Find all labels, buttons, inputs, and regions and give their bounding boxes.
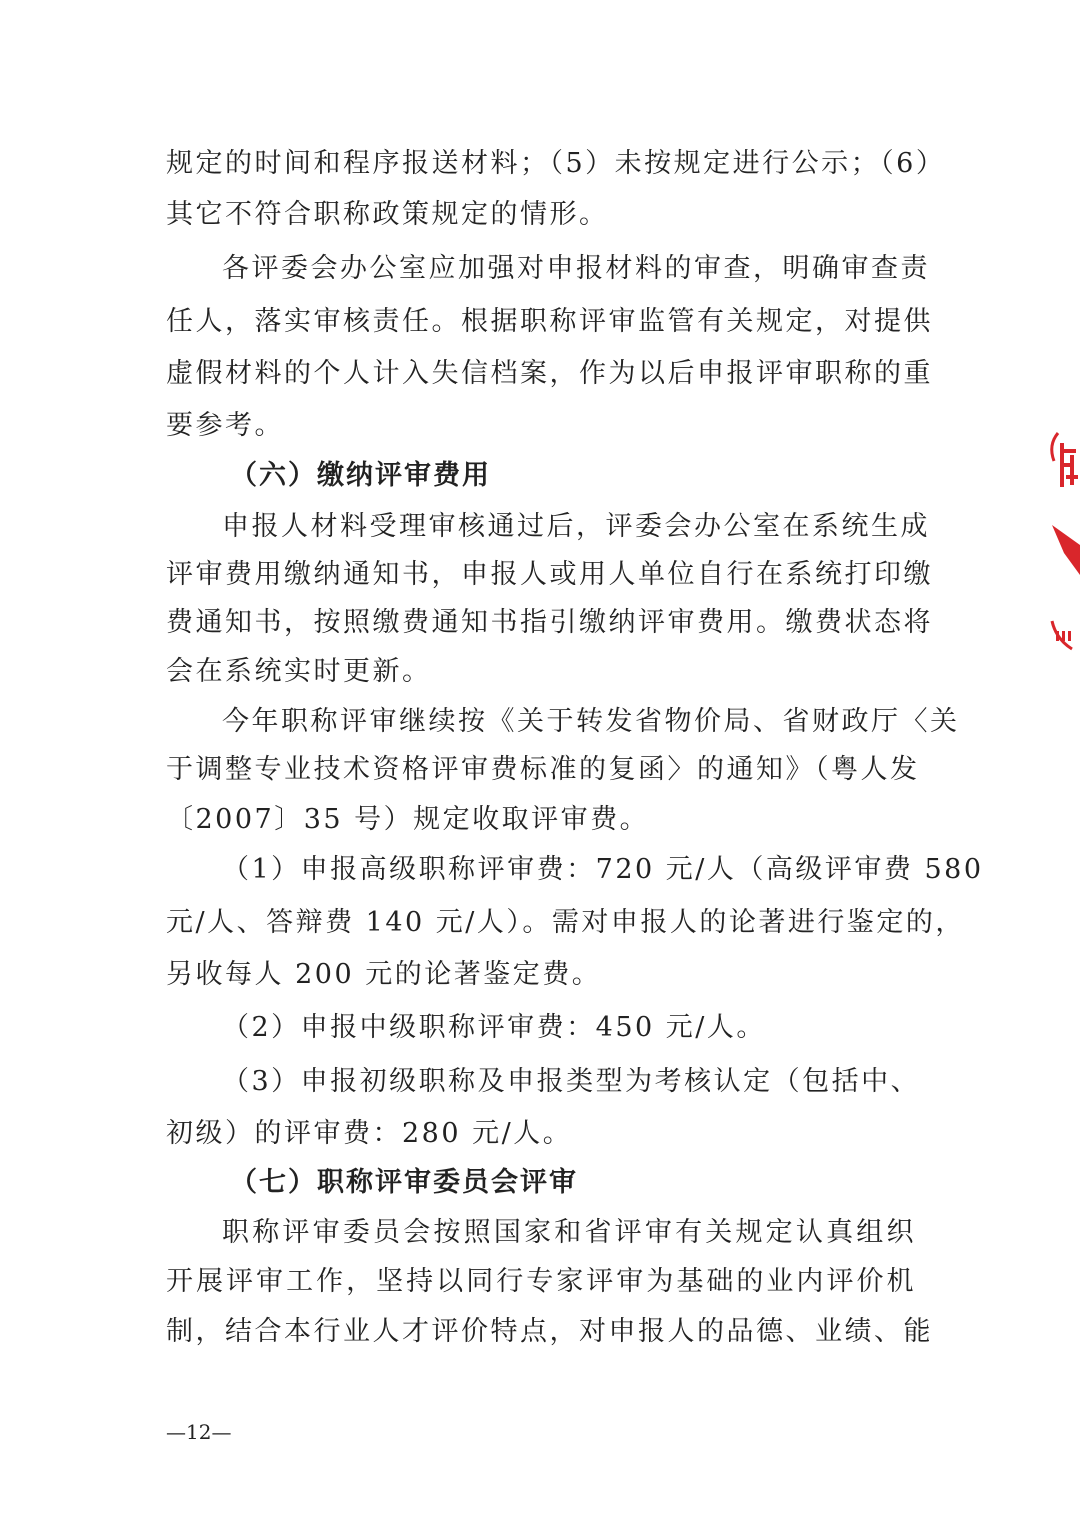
body-line: 虚假材料的个人计入失信档案，作为以后申报评审职称的重	[166, 358, 933, 389]
body-line: 初级）的评审费：280 元/人。	[166, 1118, 573, 1149]
body-line: 要参考。	[166, 410, 284, 441]
fee-item-3: （3）申报初级职称及申报类型为考核认定（包括中、	[222, 1066, 921, 1097]
body-line: 会在系统实时更新。	[166, 656, 432, 687]
body-line: 制，结合本行业人才评价特点，对申报人的品德、业绩、能	[166, 1316, 933, 1347]
fee-item-2: （2）申报中级职称评审费：450 元/人。	[222, 1012, 766, 1043]
paragraph-first-line: 职称评审委员会按照国家和省评审有关规定认真组织	[222, 1217, 916, 1248]
page-number: —12—	[166, 1420, 232, 1444]
seal-stamp	[1046, 425, 1080, 655]
paragraph-first-line: 今年职称评审继续按《关于转发省物价局、省财政厅〈关	[222, 706, 960, 737]
body-line: 其它不符合职称政策规定的情形。	[166, 199, 609, 230]
body-line: 〔2007〕35 号）规定收取评审费。	[166, 804, 650, 835]
section-heading-7: （七）职称评审委员会评审	[230, 1167, 578, 1198]
body-line: 开展评审工作，坚持以同行专家评审为基础的业内评价机	[166, 1266, 916, 1297]
fee-item-1: （1）申报高级职称评审费：720 元/人（高级评审费 580	[222, 854, 984, 885]
body-line: 元/人、答辩费 140 元/人）。需对申报人的论著进行鉴定的，	[166, 907, 965, 938]
section-heading-6: （六）缴纳评审费用	[230, 460, 491, 491]
body-line: 任人，落实审核责任。根据职称评审监管有关规定，对提供	[166, 306, 933, 337]
body-line: 费通知书，按照缴费通知书指引缴纳评审费用。缴费状态将	[166, 607, 933, 638]
body-line: 于调整专业技术资格评审费标准的复函〉的通知》（粤人发	[166, 754, 920, 785]
paragraph-first-line: 各评委会办公室应加强对申报材料的审查，明确审查责	[222, 253, 930, 284]
body-line: 另收每人 200 元的论著鉴定费。	[166, 959, 602, 990]
paragraph-first-line: 申报人材料受理审核通过后，评委会办公室在系统生成	[222, 511, 930, 542]
body-line: 规定的时间和程序报送材料；（5）未按规定进行公示；（6）	[166, 148, 946, 179]
body-line: 评审费用缴纳通知书，申报人或用人单位自行在系统打印缴	[166, 559, 933, 590]
